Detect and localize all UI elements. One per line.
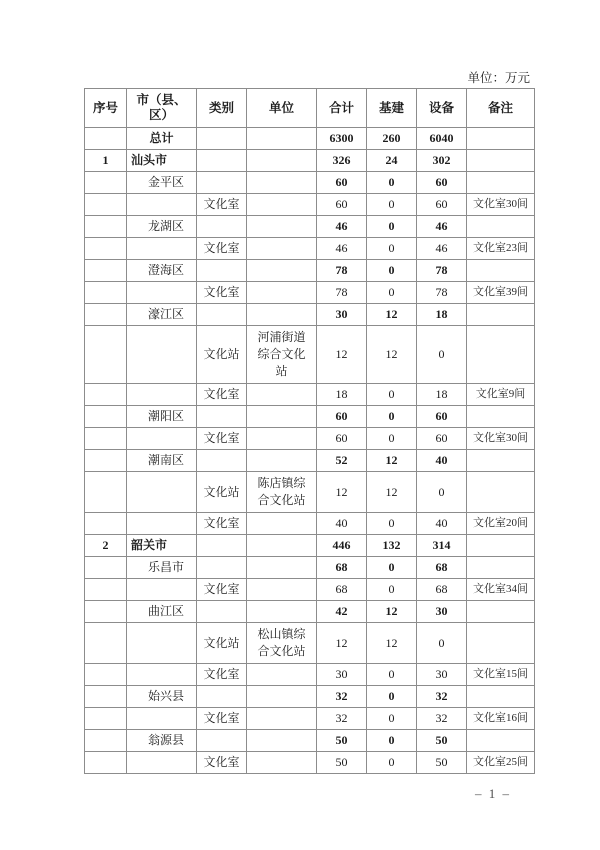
cell-infra: 12 xyxy=(367,472,417,513)
cell-unit xyxy=(247,513,317,535)
cell-infra: 12 xyxy=(367,601,417,623)
cell-seq xyxy=(85,450,127,472)
cell-seq xyxy=(85,326,127,384)
cell-remark xyxy=(467,216,535,238)
cell-equip: 32 xyxy=(417,686,467,708)
cell-category: 文化室 xyxy=(197,238,247,260)
cell-total: 32 xyxy=(317,686,367,708)
cell-equip: 40 xyxy=(417,513,467,535)
cell-seq xyxy=(85,172,127,194)
table-row xyxy=(85,216,535,238)
cell-equip: 78 xyxy=(417,260,467,282)
table-row xyxy=(85,128,535,150)
cell-region: 潮南区 xyxy=(127,450,197,472)
table-row xyxy=(85,664,535,686)
cell-unit xyxy=(247,686,317,708)
cell-region: 乐昌市 xyxy=(127,557,197,579)
table-row xyxy=(85,686,535,708)
cell-seq: 1 xyxy=(85,150,127,172)
column-header: 合计 xyxy=(317,89,367,128)
cell-unit xyxy=(247,450,317,472)
cell-total: 60 xyxy=(317,194,367,216)
cell-unit xyxy=(247,304,317,326)
cell-equip: 40 xyxy=(417,450,467,472)
cell-seq xyxy=(85,304,127,326)
cell-infra: 24 xyxy=(367,150,417,172)
cell-remark: 文化室15间 xyxy=(467,664,535,686)
cell-unit: 松山镇综合文化站 xyxy=(247,623,317,664)
cell-infra: 0 xyxy=(367,384,417,406)
cell-total: 446 xyxy=(317,535,367,557)
cell-remark: 文化室34间 xyxy=(467,579,535,601)
cell-equip: 30 xyxy=(417,601,467,623)
cell-category xyxy=(197,730,247,752)
cell-total: 52 xyxy=(317,450,367,472)
cell-infra: 0 xyxy=(367,686,417,708)
table-row xyxy=(85,752,535,774)
cell-remark xyxy=(467,472,535,513)
cell-total: 78 xyxy=(317,282,367,304)
cell-remark xyxy=(467,150,535,172)
cell-seq xyxy=(85,664,127,686)
table-row xyxy=(85,326,535,384)
cell-equip: 46 xyxy=(417,216,467,238)
cell-equip: 60 xyxy=(417,428,467,450)
cell-category: 文化室 xyxy=(197,708,247,730)
cell-equip: 50 xyxy=(417,752,467,774)
cell-seq xyxy=(85,384,127,406)
cell-infra: 0 xyxy=(367,282,417,304)
table-row xyxy=(85,406,535,428)
table-row xyxy=(85,150,535,172)
cell-category xyxy=(197,535,247,557)
cell-remark xyxy=(467,535,535,557)
cell-seq xyxy=(85,579,127,601)
cell-equip: 68 xyxy=(417,557,467,579)
cell-total: 6300 xyxy=(317,128,367,150)
unit-note: 单位：万元 xyxy=(467,71,530,85)
cell-seq xyxy=(85,601,127,623)
cell-remark xyxy=(467,623,535,664)
cell-infra: 12 xyxy=(367,326,417,384)
cell-equip: 314 xyxy=(417,535,467,557)
cell-seq xyxy=(85,730,127,752)
cell-unit: 河浦街道综合文化站 xyxy=(247,326,317,384)
cell-remark xyxy=(467,128,535,150)
cell-region: 汕头市 xyxy=(127,150,197,172)
cell-region xyxy=(127,384,197,406)
cell-unit xyxy=(247,664,317,686)
cell-infra: 0 xyxy=(367,406,417,428)
table-row xyxy=(85,260,535,282)
cell-unit xyxy=(247,752,317,774)
cell-category xyxy=(197,557,247,579)
column-header: 设备 xyxy=(417,89,467,128)
cell-remark xyxy=(467,304,535,326)
cell-seq xyxy=(85,513,127,535)
cell-region: 翁源县 xyxy=(127,730,197,752)
cell-equip: 50 xyxy=(417,730,467,752)
cell-remark: 文化室23间 xyxy=(467,238,535,260)
cell-category xyxy=(197,450,247,472)
cell-remark: 文化室20间 xyxy=(467,513,535,535)
cell-total: 30 xyxy=(317,664,367,686)
cell-region xyxy=(127,194,197,216)
cell-seq xyxy=(85,216,127,238)
cell-category: 文化室 xyxy=(197,513,247,535)
cell-infra: 0 xyxy=(367,579,417,601)
cell-total: 60 xyxy=(317,172,367,194)
cell-unit xyxy=(247,428,317,450)
cell-remark xyxy=(467,326,535,384)
column-header: 类别 xyxy=(197,89,247,128)
cell-seq xyxy=(85,128,127,150)
cell-total: 40 xyxy=(317,513,367,535)
cell-equip: 46 xyxy=(417,238,467,260)
cell-unit xyxy=(247,384,317,406)
cell-seq xyxy=(85,472,127,513)
cell-unit xyxy=(247,708,317,730)
cell-category xyxy=(197,216,247,238)
column-header: 备注 xyxy=(467,89,535,128)
cell-total: 50 xyxy=(317,752,367,774)
cell-total: 326 xyxy=(317,150,367,172)
cell-seq xyxy=(85,752,127,774)
cell-infra: 0 xyxy=(367,216,417,238)
cell-region: 始兴县 xyxy=(127,686,197,708)
cell-remark: 文化室16间 xyxy=(467,708,535,730)
cell-remark xyxy=(467,730,535,752)
cell-remark xyxy=(467,260,535,282)
cell-remark xyxy=(467,686,535,708)
cell-total: 12 xyxy=(317,472,367,513)
cell-category: 文化室 xyxy=(197,664,247,686)
cell-unit xyxy=(247,194,317,216)
cell-infra: 0 xyxy=(367,664,417,686)
table-row xyxy=(85,601,535,623)
cell-region xyxy=(127,579,197,601)
cell-remark xyxy=(467,601,535,623)
table-row xyxy=(85,304,535,326)
cell-remark: 文化室30间 xyxy=(467,428,535,450)
cell-infra: 12 xyxy=(367,450,417,472)
page-number: – 1 – xyxy=(475,786,511,801)
cell-category: 文化室 xyxy=(197,194,247,216)
cell-total: 32 xyxy=(317,708,367,730)
table-row xyxy=(85,708,535,730)
cell-equip: 60 xyxy=(417,406,467,428)
cell-infra: 0 xyxy=(367,730,417,752)
cell-total: 68 xyxy=(317,579,367,601)
cell-seq xyxy=(85,557,127,579)
cell-remark xyxy=(467,172,535,194)
cell-remark xyxy=(467,557,535,579)
table-row xyxy=(85,535,535,557)
cell-category xyxy=(197,172,247,194)
cell-remark: 文化室9间 xyxy=(467,384,535,406)
cell-unit xyxy=(247,406,317,428)
cell-total: 60 xyxy=(317,406,367,428)
column-header: 序号 xyxy=(85,89,127,128)
table-row xyxy=(85,730,535,752)
cell-remark: 文化室30间 xyxy=(467,194,535,216)
cell-category: 文化站 xyxy=(197,472,247,513)
column-header: 基建 xyxy=(367,89,417,128)
cell-unit xyxy=(247,730,317,752)
cell-infra: 0 xyxy=(367,513,417,535)
allocation-table xyxy=(84,88,535,774)
cell-category xyxy=(197,304,247,326)
cell-unit xyxy=(247,557,317,579)
table-row xyxy=(85,428,535,450)
cell-infra: 0 xyxy=(367,557,417,579)
cell-total: 68 xyxy=(317,557,367,579)
cell-region xyxy=(127,623,197,664)
cell-equip: 0 xyxy=(417,326,467,384)
cell-unit xyxy=(247,216,317,238)
cell-region xyxy=(127,326,197,384)
cell-region xyxy=(127,472,197,513)
cell-equip: 6040 xyxy=(417,128,467,150)
cell-seq: 2 xyxy=(85,535,127,557)
cell-total: 30 xyxy=(317,304,367,326)
cell-unit xyxy=(247,535,317,557)
table-row xyxy=(85,172,535,194)
cell-region: 曲江区 xyxy=(127,601,197,623)
cell-total: 12 xyxy=(317,326,367,384)
cell-unit xyxy=(247,282,317,304)
cell-category: 文化室 xyxy=(197,282,247,304)
cell-remark: 文化室25间 xyxy=(467,752,535,774)
cell-unit xyxy=(247,128,317,150)
cell-total: 42 xyxy=(317,601,367,623)
cell-total: 46 xyxy=(317,238,367,260)
cell-total: 50 xyxy=(317,730,367,752)
cell-category xyxy=(197,406,247,428)
cell-seq xyxy=(85,623,127,664)
cell-seq xyxy=(85,428,127,450)
cell-total: 60 xyxy=(317,428,367,450)
cell-region: 澄海区 xyxy=(127,260,197,282)
cell-total: 12 xyxy=(317,623,367,664)
cell-region: 龙湖区 xyxy=(127,216,197,238)
cell-category: 文化室 xyxy=(197,384,247,406)
cell-equip: 302 xyxy=(417,150,467,172)
cell-region: 金平区 xyxy=(127,172,197,194)
table-row xyxy=(85,472,535,513)
cell-unit xyxy=(247,172,317,194)
cell-unit xyxy=(247,260,317,282)
cell-seq xyxy=(85,194,127,216)
column-header: 市（县、区） xyxy=(127,89,197,128)
cell-category xyxy=(197,128,247,150)
cell-infra: 0 xyxy=(367,752,417,774)
cell-infra: 0 xyxy=(367,708,417,730)
table-row xyxy=(85,623,535,664)
cell-equip: 0 xyxy=(417,623,467,664)
cell-infra: 0 xyxy=(367,260,417,282)
cell-seq xyxy=(85,282,127,304)
table-header-row xyxy=(85,89,535,128)
cell-infra: 0 xyxy=(367,172,417,194)
cell-infra: 12 xyxy=(367,304,417,326)
cell-seq xyxy=(85,708,127,730)
cell-equip: 18 xyxy=(417,384,467,406)
cell-category: 文化室 xyxy=(197,579,247,601)
table-row xyxy=(85,194,535,216)
cell-equip: 32 xyxy=(417,708,467,730)
cell-region xyxy=(127,752,197,774)
cell-seq xyxy=(85,238,127,260)
table-row xyxy=(85,384,535,406)
cell-infra: 0 xyxy=(367,238,417,260)
table-row xyxy=(85,579,535,601)
cell-infra: 12 xyxy=(367,623,417,664)
cell-category xyxy=(197,260,247,282)
cell-infra: 260 xyxy=(367,128,417,150)
cell-category: 文化站 xyxy=(197,326,247,384)
cell-region xyxy=(127,664,197,686)
cell-total: 46 xyxy=(317,216,367,238)
cell-unit xyxy=(247,150,317,172)
cell-equip: 60 xyxy=(417,194,467,216)
cell-region: 总计 xyxy=(127,128,197,150)
cell-category xyxy=(197,686,247,708)
cell-category xyxy=(197,601,247,623)
cell-equip: 78 xyxy=(417,282,467,304)
cell-region: 濠江区 xyxy=(127,304,197,326)
cell-equip: 60 xyxy=(417,172,467,194)
cell-seq xyxy=(85,686,127,708)
cell-equip: 68 xyxy=(417,579,467,601)
cell-region: 潮阳区 xyxy=(127,406,197,428)
cell-remark xyxy=(467,450,535,472)
cell-total: 78 xyxy=(317,260,367,282)
cell-region xyxy=(127,708,197,730)
table-body xyxy=(85,128,535,774)
cell-category xyxy=(197,150,247,172)
table-row xyxy=(85,238,535,260)
cell-total: 18 xyxy=(317,384,367,406)
cell-region xyxy=(127,513,197,535)
cell-equip: 30 xyxy=(417,664,467,686)
cell-remark xyxy=(467,406,535,428)
cell-unit xyxy=(247,238,317,260)
cell-equip: 18 xyxy=(417,304,467,326)
cell-region xyxy=(127,282,197,304)
cell-category: 文化站 xyxy=(197,623,247,664)
cell-region xyxy=(127,428,197,450)
cell-seq xyxy=(85,406,127,428)
cell-unit: 陈店镇综合文化站 xyxy=(247,472,317,513)
cell-equip: 0 xyxy=(417,472,467,513)
column-header: 单位 xyxy=(247,89,317,128)
table-row xyxy=(85,282,535,304)
table-row xyxy=(85,513,535,535)
cell-seq xyxy=(85,260,127,282)
cell-unit xyxy=(247,601,317,623)
cell-category: 文化室 xyxy=(197,428,247,450)
cell-category: 文化室 xyxy=(197,752,247,774)
cell-region: 韶关市 xyxy=(127,535,197,557)
cell-unit xyxy=(247,579,317,601)
cell-remark: 文化室39间 xyxy=(467,282,535,304)
cell-region xyxy=(127,238,197,260)
cell-infra: 0 xyxy=(367,428,417,450)
table-row xyxy=(85,557,535,579)
cell-infra: 0 xyxy=(367,194,417,216)
table-row xyxy=(85,450,535,472)
cell-infra: 132 xyxy=(367,535,417,557)
